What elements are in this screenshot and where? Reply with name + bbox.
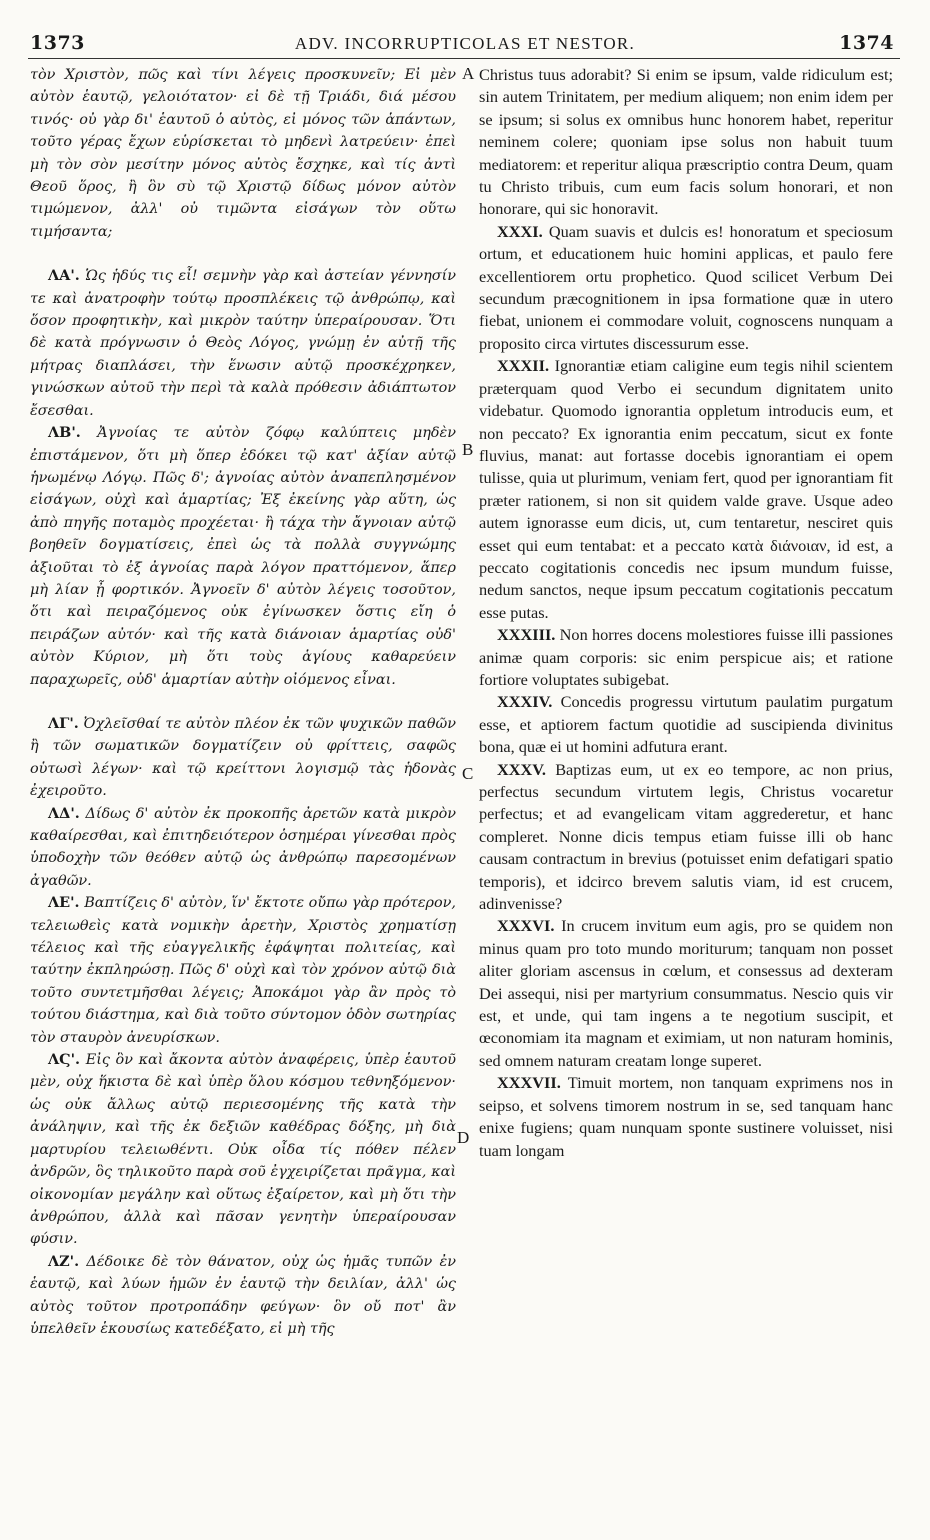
latin-paragraph <box>479 915 893 1072</box>
paragraph-number: XXXI. <box>497 221 543 241</box>
latin-paragraph <box>479 759 893 916</box>
paragraph-number: XXXIII. <box>497 625 556 645</box>
paragraph-text: Εἰς ὃν καὶ ἄκοντα αὐτὸν ἀναφέρεις, ὑπὲρ ἑαυτοῦ μὲν, οὐχ ἥκιστα δὲ καὶ ὑπὲρ ὅλου κόσμου τεθνηξόμενον· ὡς οὐκ ἄλλως αὐτῷ περιεσομένης τῆς κατὰ τὴν ἀνάληψιν, καὶ τῆς ἐκ δεξιῶν καθέδρας δόξης, μὴ διὰ μαρτυρίου τελειωθέντι. Οὐκ οἶδα τίς πόθεν πέλεν ἀνδρῶν, ὃς τηλικοῦτο παρὰ σοῦ ἐγχειρίζεται πρᾶγμα, καὶ οἰκονομίαν μεγάλην καὶ οὕτως ἐξαίρετον, καὶ μὴ ὅτι τὴν ἀνθρώπου, ἀλλὰ καὶ πᾶσαν γενητὴν ὑπεραίρουσαν φύσιν. <box>30 1052 456 1248</box>
paragraph-number: ΛϚ'. <box>48 1051 81 1069</box>
paragraph-text: Ὀχλεῖσθαί τε αὐτὸν πλέον ἐκ τῶν ψυχικῶν παθῶν ἢ τῶν σωματικῶν δογματίζειν οὐ φρίττεις, σαφῶς οὑτωσὶ λέγων· καὶ τῷ κρείττονι λογισμῷ τὰς ἡδονὰς ἐχειροῦτο. <box>30 715 456 800</box>
paragraph-text: Δίδως δ' αὐτὸν ἐκ προκοπῆς ἀρετῶν κατὰ μικρὸν καθαίρεσθαι, καὶ ἐπιτηδειότερον ὁσημέραι γίνεσθαι πρὸς ὑποδοχὴν τῶν θεόθεν αὐτῷ ὡς ἀνθρώπῳ παρεσομένων ἀγαθῶν. <box>30 805 457 889</box>
latin-paragraph <box>479 221 893 355</box>
margin-marker-d: D <box>457 1128 470 1147</box>
paragraph-text: Βαπτίζεις δ' αὐτὸν, ἵν' ἔκτοτε οὔπω γὰρ πρότερον, τελειωθεὶς κατὰ νομικὴν ἀρετὴν, Χριστὸς χρηματίσῃ τέλειος καὶ τῆς εὐαγγελικῆς ἐφάψηται πολιτείας, καὶ ταύτην ἐκπληρώσῃ. Πῶς δ' οὐχὶ καὶ τὸν χρόνον αὐτῷ διὰ τοῦτο συντετμῆσθαι λέγεις; Ἀποκάμοι γὰρ ἂν πρὸς τὸ τούτου διάστημα, καὶ διὰ τοῦτο σύντομον ὁδὸν σωτηρίας τὸν σταυρὸν ἀνευρίσκων. <box>30 895 457 1046</box>
latin-paragraph <box>479 64 893 221</box>
paragraph-number: ΛΕ'. <box>48 894 80 912</box>
greek-paragraph <box>30 803 456 893</box>
greek-paragraph <box>30 713 456 803</box>
greek-paragraph <box>30 422 456 691</box>
paragraph-text: τὸν Χριστὸν, πῶς καὶ τίνι λέγεις προσκυνεῖν; Εἰ μὲν αὐτὸν ἑαυτῷ, γελοιότατον· εἰ δὲ τῇ Τριάδι, διά μέσου τινός· οὐ γὰρ δι' ἑαυτοῦ ὁ αὐτὸς, εἰ μόνος τῶν ἁπάντων, τοῦτο γέρας ἔχων εὑρίσκεται τὸ μηδενὶ λατρεύειν· ἐπεὶ μὴ τὸν σὸν μεσίτην μόνος αὐτὸς ἔσχηκε, καὶ τίς ἀντὶ Θεοῦ ὅρος, ἢ ὃν σὺ τῷ Χριστῷ δίδως μόνον αὐτὸν τιμώμενον, ἀλλ' οὐ τιμῶντα εἰσάγων τὸν οὕτω τιμήσαντα; <box>30 67 456 240</box>
latin-column <box>479 64 893 1162</box>
greek-paragraph <box>30 265 456 422</box>
margin-marker-c: C <box>462 764 474 783</box>
paragraph-text: Ἀγνοίας τε αὐτὸν ζόφῳ καλύπτεις μηδὲν ἐπιστάμενον, ὅτι μὴ ὅπερ ἐδόκει τῷ κατ' ἀξίαν αὐτῷ ἡνωμένῳ Λόγῳ. Πῶς δ'; ἀγνοίας αὐτὸν ἀναπεπλησμένον εἰσάγων, οὐχὶ καὶ ἁμαρτίας; Ἐξ ἐκείνης γὰρ αὕτη, ὡς ἀπὸ πηγῆς ποταμὸς προχέεται· ἢ τάχα τὴν ἄγνοιαν αὐτῷ βοηθεῖν δογματίσεις, ἐπεὶ ὡς τὰ πολλὰ συγγνώμης ἀξιοῦται τὸ ἐξ ἀγνοίας παρὰ λόγον πραττόμενον, ἅπερ μὴ λίαν ᾖ φορτικόν. Ἀγνοεῖν δ' αὐτὸν λέγεις τοσοῦτον, ὅτι καὶ πειραζόμενος οὐκ ἐγίνωσκεν ὅστις εἴη ὁ πειράζων αὐτόν· καὶ τῆς κατὰ διάνοιαν ἁμαρτίας οὐδ' αὐτὸν Κύριον, μὴ ὅτι τοὺς ἁγίους καθαρεύειν παραχωρεῖς, οὐδ' ἁμαρτίαν αὐτὴν οἰόμενος εἶναι. <box>30 425 456 688</box>
greek-paragraph <box>30 1049 456 1251</box>
paragraph-text: Christus tuus adorabit? Si enim se ipsum, valde ridiculum est; sin autem Trinitatem, per medium aliquem; non enim idem per se ipsum; si solus ex omnibus hunc honorem habet, reperitur neminem colere; quoniam ipse solus non habuit tuum mediatorem: et reperitur aliqua præscriptio contra Deum, quam tu Christo tribuis, cum eum facis solum honorari, et non honorare, qui sic honoravit. <box>479 65 893 219</box>
paragraph-number: XXXVII. <box>497 1073 561 1093</box>
margin-marker-a: A <box>462 64 475 83</box>
paragraph-number: ΛΔ'. <box>48 804 80 822</box>
margin-marker-b: B <box>462 440 474 459</box>
paragraph-text: Non horres docens molestiores fuisse illi passiones animæ quam corporis: sic enim perspicue ais; et ratione fortiore voluptates subigebat. <box>479 625 893 689</box>
page-number-right: 1374 <box>839 32 894 54</box>
paragraph-text: Ὡς ἡδύς τις εἶ! σεμνὴν γὰρ καὶ ἀστείαν γέννησίν τε καὶ ἀνατροφὴν τούτῳ προσπλέκεις τῷ ἀνθρώπῳ, καὶ ὅσον προφητικὴν, καὶ μικρὸν ταύτην ὑπεραίρουσαν. Ὅτι δὲ κατὰ πρόγνωσιν ὁ Θεὸς Λόγος, γνώμῃ ἐν αὐτῇ τῆς μήτρας διαπλάσει, τὴν ἕνωσιν αὐτῷ προσκέχρηκεν, γινώσκων αὐτοῦ τὴν περὶ τὰ καλὰ πρόθεσιν ἀδιάπτωτον ἔσεσθαι. <box>30 268 456 419</box>
page-number-left: 1373 <box>30 32 85 54</box>
paragraph-text: Quam suavis et dulcis es! honoratum et speciosum ortum, et educationem huic homini applicas, et paulo fere excellentiorem ortu prophetico. Quod scilicet Verbum Dei secundum præcognitionem in ipsa formatione quæ in utero fiebat, unionem ei commodare voluit, cognoscens nunquam a proposito circa virtutes discessurum esse. <box>479 221 893 353</box>
paragraph-number: XXXII. <box>497 356 550 376</box>
running-title: ADV. INCORRUPTICOLAS ET NESTOR. <box>294 34 636 53</box>
page-header <box>0 32 930 58</box>
greek-column <box>30 64 456 1340</box>
paragraph-text: Concedis progressu virtutum paulatim purgatum esse, et aptiorem factum quotidie ad suscipienda divinitus bona, quæ ei ut homini adfutura erant. <box>479 692 893 757</box>
latin-paragraph <box>479 1072 893 1162</box>
paragraph-text: In crucem invitum eum agis, pro se quidem non minus quam pro toto mundo moriturum; tanquam non posset aliter gloriam ascensus in cœlum, et consessus ad dexteram Dei assequi, nisi per martyrium consummatus. Nescio quis vir est, et unde, qui tam ingens a te negotium suscipit, et œconomiam ita magnam et eximiam, ut non naturam hominis, sed omnem naturam creatam longe superet. <box>479 916 893 1070</box>
latin-paragraph <box>479 624 893 691</box>
paragraph-text: Δέδοικε δὲ τὸν θάνατον, οὐχ ὡς ἡμᾶς τυπῶν ἐν ἑαυτῷ, καὶ λύων ἡμῶν ἐν ἑαυτῷ τὴν δειλίαν, ἀλλ' ὡς αὐτὸς τοῦτον προτροπάδην φεύγων· ὃν οὔ ποτ' ἂν ὑπελθεῖν ἑκουσίως κατεδέξατο, εἰ μὴ τῆς <box>30 1253 456 1337</box>
paragraph-text: Ignorantiæ etiam caligine eum tegis nihil scientem præterquam quod Verbo ei secundum dignitatem unito videbatur. Quomodo ignorantia oppletum introducis eum, et non peccato? Ex ignorantia enim peccatum, sicut ex fonte fluvius, manat: aut fortasse docebis ignorantiam ei opem tulisse, quia ut plurimum, veniam fert, quod per ignorantiam fit præter rationem, si non sit quidem valde grave. Usque adeo autem ignorasse eum dicis, ut, cum tentaretur, nesciret quis esset qui eum tentabat: et a peccato κατὰ διάνοιαν, id est, a peccato cogitationis concedis nec ipsum mundum fuisse, nedum sanctos, neque ipsum peccatum cogitationis peccatum esse putas. <box>479 356 893 622</box>
paragraph-number: XXXIV. <box>497 692 553 712</box>
paragraph-number: ΛΑ'. <box>48 267 80 285</box>
paragraph-number: ΛΒ'. <box>48 424 81 442</box>
paragraph-text: Baptizas eum, ut ex eo tempore, ac non prius, perfectus secundum virtutem legis, Christus vocaretur perfectus; et ad evangelicam vitam aggrederetur, et hanc compleret. Nonne dicis tempus etiam fuisse illi ob hanc causam contractum in brevius (potuisset enim defatigari spatio temporis), et idcirco brevem salutis viam, id est crucem, adinvenisse? <box>479 759 893 914</box>
latin-paragraph <box>479 691 893 758</box>
paragraph-text: Timuit mortem, non tanquam exprimens nos in seipso, et solvens timorem nostrum in se, sed tanquam hanc enixe fugiens; quam nunquam sponte sustinere voluisset, nisi tuam longam <box>479 1073 893 1160</box>
greek-paragraph <box>30 64 456 243</box>
header-rule <box>28 58 900 59</box>
greek-paragraph <box>30 892 456 1049</box>
paragraph-number: ΛΓ'. <box>48 714 79 732</box>
paragraph-number: XXXV. <box>497 759 547 779</box>
greek-paragraph <box>30 1251 456 1341</box>
paragraph-number: XXXVI. <box>497 916 555 936</box>
latin-paragraph <box>479 355 893 624</box>
paragraph-number: ΛΖ'. <box>48 1252 80 1270</box>
